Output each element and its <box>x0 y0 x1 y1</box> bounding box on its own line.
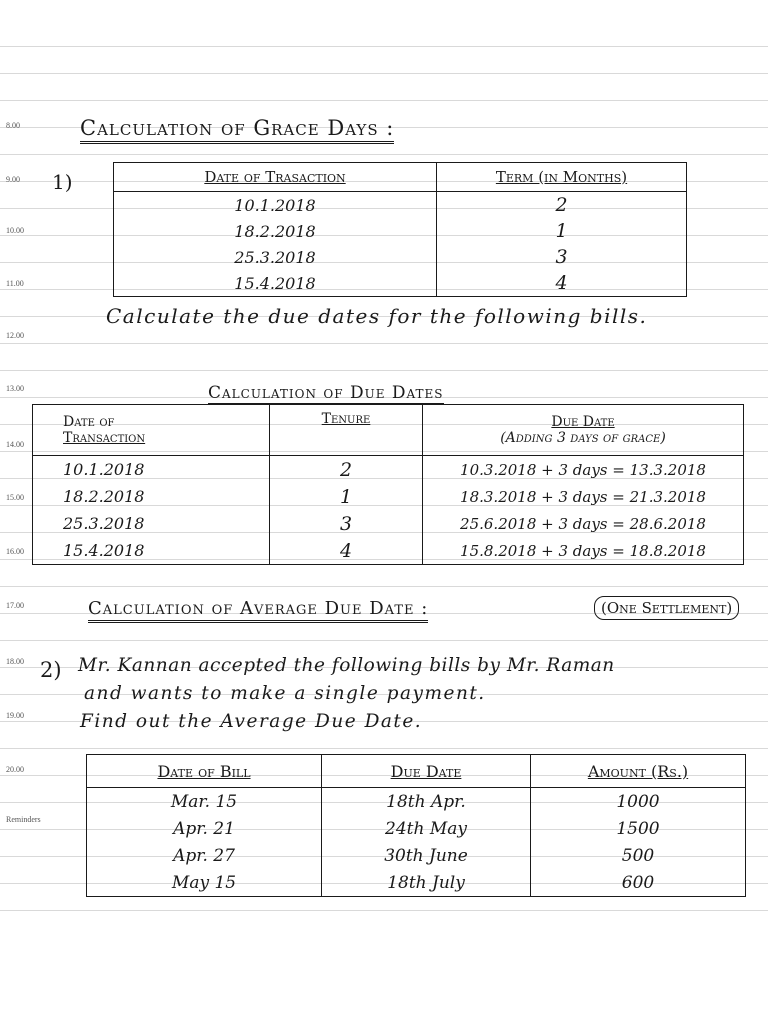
table-cell: 4 <box>270 537 423 565</box>
table-cell: 600 <box>531 869 746 897</box>
table-cell: 30th June <box>322 842 531 869</box>
table-cell: 18.3.2018 + 3 days = 21.3.2018 <box>423 483 744 510</box>
table-cell: 15.8.2018 + 3 days = 18.8.2018 <box>423 537 744 565</box>
table-cell: Mar. 15 <box>87 788 322 816</box>
table-cell: 15.4.2018 <box>33 537 270 565</box>
problem-line: and wants to make a single payment. <box>84 683 486 704</box>
column-header: Date of Trasaction <box>114 163 437 192</box>
table-row <box>33 537 744 565</box>
table-row <box>33 456 744 484</box>
table-cell: 1000 <box>531 788 746 816</box>
time-label: 14.00 <box>6 440 24 449</box>
table-row <box>87 869 746 897</box>
problem-line: Mr. Kannan accepted the following bills by Mr. Raman <box>78 655 615 676</box>
table-row <box>33 483 744 510</box>
section1-title: Calculation of Grace Days : <box>80 116 394 144</box>
table-cell: 10.3.2018 + 3 days = 13.3.2018 <box>423 456 744 484</box>
time-label: 15.00 <box>6 493 24 502</box>
column-header: Date of Transaction <box>33 405 270 456</box>
time-label: 8.00 <box>6 121 20 130</box>
table-cell: 500 <box>531 842 746 869</box>
settlement-badge: (One Settlement) <box>594 596 739 620</box>
section3-title: Calculation of Average Due Date : <box>88 598 428 623</box>
grace-days-table <box>113 162 687 297</box>
column-header: Due Date (Adding 3 days of grace) <box>423 405 744 456</box>
time-label: 17.00 <box>6 601 24 610</box>
table-row <box>87 842 746 869</box>
table-cell: Apr. 27 <box>87 842 322 869</box>
column-header: Tenure <box>270 405 423 456</box>
table-cell: 25.3.2018 <box>114 244 437 270</box>
column-header: Due Date <box>322 755 531 788</box>
table-cell: 15.4.2018 <box>114 270 437 297</box>
table-cell: 4 <box>437 270 687 297</box>
column-header: Date of Bill <box>87 755 322 788</box>
table-row <box>114 270 687 297</box>
table-cell: 2 <box>270 456 423 484</box>
time-label: 19.00 <box>6 711 24 720</box>
table-cell: 2 <box>437 192 687 219</box>
time-label: 11.00 <box>6 279 24 288</box>
table-cell: 18.2.2018 <box>114 218 437 244</box>
table-cell: 25.6.2018 + 3 days = 28.6.2018 <box>423 510 744 537</box>
table-cell: 18.2.2018 <box>33 483 270 510</box>
page-bottom-margin <box>0 930 768 1024</box>
table-row <box>87 815 746 842</box>
table-cell: 10.1.2018 <box>114 192 437 219</box>
column-header: Amount (Rs.) <box>531 755 746 788</box>
table-cell: 3 <box>437 244 687 270</box>
question-number-2: 2) <box>40 658 62 682</box>
table-cell: 18th July <box>322 869 531 897</box>
column-header: Term (in Months) <box>437 163 687 192</box>
table-row <box>87 788 746 816</box>
time-label: 9.00 <box>6 175 20 184</box>
time-label: 18.00 <box>6 657 24 666</box>
table-row <box>33 510 744 537</box>
table-row <box>114 218 687 244</box>
instruction-text: Calculate the due dates for the following bills. <box>106 304 648 328</box>
table-cell: Apr. 21 <box>87 815 322 842</box>
problem-line: Find out the Average Due Date. <box>80 711 423 732</box>
question-number-1: 1) <box>52 170 73 194</box>
table-cell: 25.3.2018 <box>33 510 270 537</box>
table-row <box>114 192 687 219</box>
time-label: 20.00 <box>6 765 24 774</box>
time-label: 10.00 <box>6 226 24 235</box>
time-label: 12.00 <box>6 331 24 340</box>
table-row <box>114 244 687 270</box>
table-cell: 1500 <box>531 815 746 842</box>
table-cell: 3 <box>270 510 423 537</box>
due-dates-table <box>32 404 744 565</box>
section2-title: Calculation of Due Dates <box>208 383 444 403</box>
table-cell: 18th Apr. <box>322 788 531 816</box>
bills-table <box>86 754 746 897</box>
time-label: 16.00 <box>6 547 24 556</box>
table-cell: 1 <box>437 218 687 244</box>
table-cell: May 15 <box>87 869 322 897</box>
table-cell: 1 <box>270 483 423 510</box>
table-cell: 10.1.2018 <box>33 456 270 484</box>
time-label: 13.00 <box>6 384 24 393</box>
table-cell: 24th May <box>322 815 531 842</box>
time-label: Reminders <box>6 815 41 824</box>
